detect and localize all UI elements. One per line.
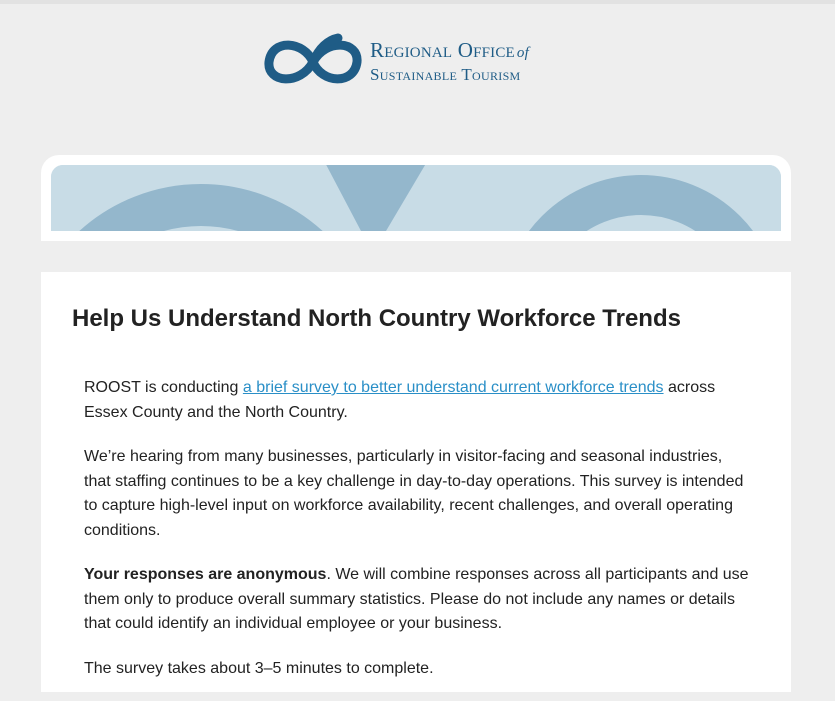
logo-line-1: Regional Office: [370, 37, 515, 62]
paragraph-duration: The survey takes about 3–5 minutes to complete.: [84, 659, 434, 677]
survey-link[interactable]: a brief survey to better understand current workforce trends: [242, 379, 664, 396]
anonymity-text: . We will combine responses across all participants and use them only to produce overall summary statistics. Please do not include any names or details that could identify an individual employee or your business.: [84, 566, 749, 632]
abstract-swirl-banner: [51, 165, 781, 231]
banner-card: [41, 155, 791, 241]
roost-logo[interactable]: [264, 26, 584, 98]
paragraph-intro: [84, 376, 752, 425]
intro-text-after: across Essex County and the North Country.: [84, 379, 716, 421]
anonymity-emphasis: Your responses are anonymous: [84, 566, 327, 583]
article-card: [41, 272, 791, 692]
intro-text-before: ROOST is conducting: [84, 379, 243, 396]
top-divider: [0, 0, 835, 4]
logo-line-2: Sustainable Tourism: [370, 64, 521, 84]
article-body: [84, 376, 752, 701]
paragraph-anonymity: [84, 563, 752, 637]
paragraph-context: We’re hearing from many businesses, particularly in visitor-facing and seasonal industries, that staffing continues to be a key challenge in day-to-day operations. This survey is intended to capture high-level input on workforce availability, recent challenges, and overall operating conditions.: [84, 448, 744, 539]
logo-wordmark: [370, 39, 529, 86]
infinity-swirl-icon: [264, 28, 362, 96]
logo-line-1-suffix: of: [516, 44, 529, 61]
article-title: Help Us Understand North Country Workforce Trends: [72, 305, 681, 332]
